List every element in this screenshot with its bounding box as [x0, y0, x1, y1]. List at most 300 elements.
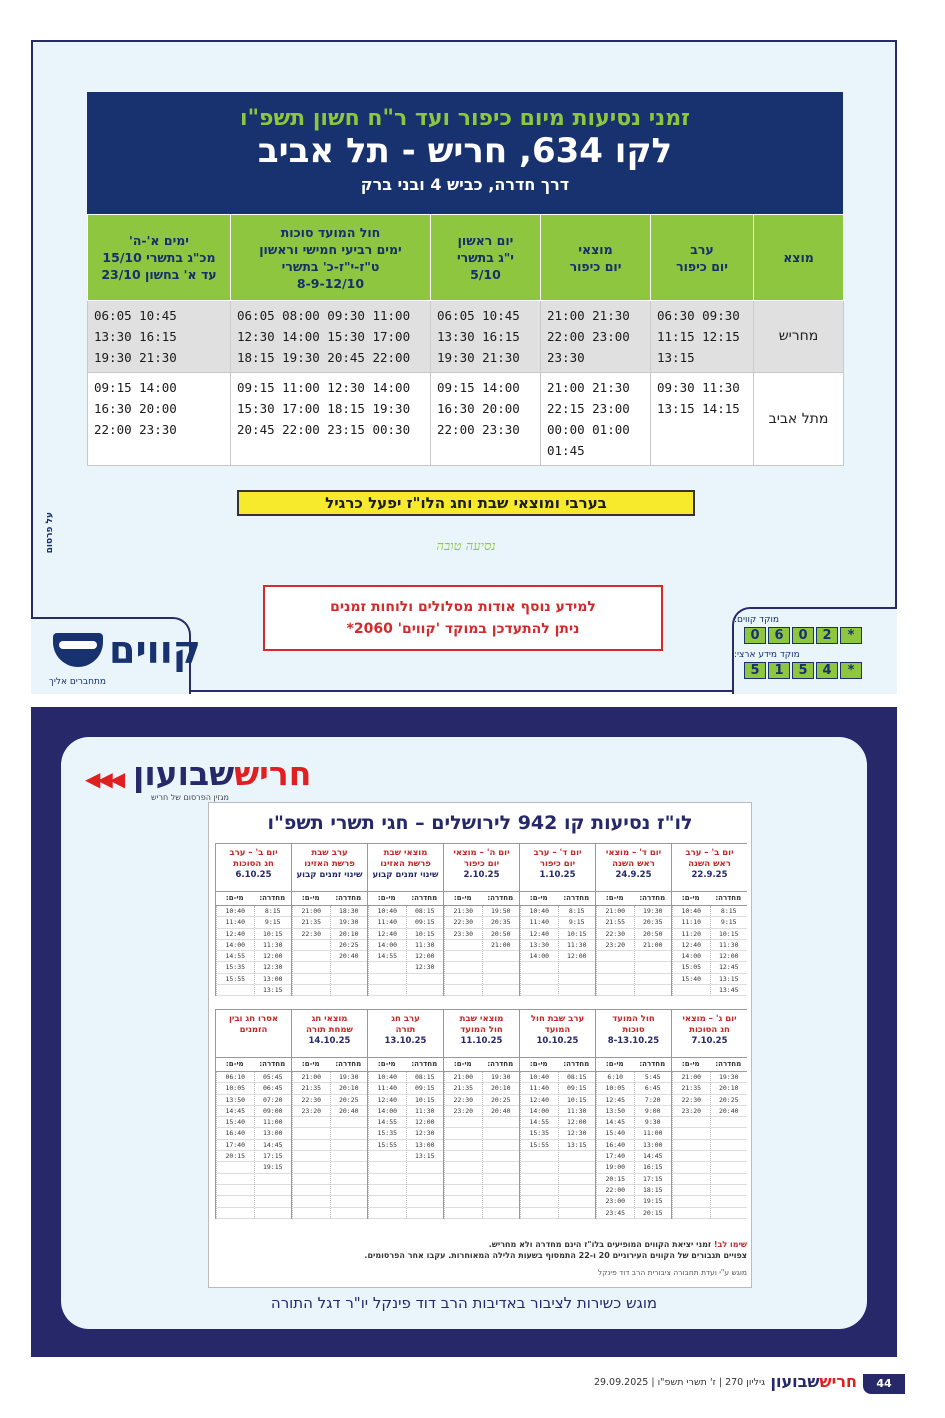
- time-cell: [559, 1151, 596, 1162]
- time-cell: [445, 1208, 482, 1219]
- time-cell: [483, 1117, 520, 1128]
- time-cell: 19:30: [331, 1072, 368, 1083]
- time-cell: [711, 1128, 748, 1139]
- info-box: [263, 585, 663, 651]
- schedule-column-header: [292, 844, 367, 892]
- time-cell: 14:00: [217, 940, 254, 951]
- time-cell: [445, 1174, 482, 1185]
- schedule-column-header: [444, 1010, 519, 1058]
- times-from-hadera: [634, 906, 672, 996]
- time-cell: 19:50: [483, 906, 520, 917]
- time-cell: [597, 985, 634, 996]
- time-cell: 8:15: [711, 906, 748, 917]
- time-cell: [445, 1162, 482, 1173]
- time-cell: 22:30: [293, 929, 330, 940]
- time-cell: 21:35: [445, 1083, 482, 1094]
- schedule-day-label: מוצאי חג שמחת תורה: [306, 1014, 353, 1035]
- time-cell: 14:00: [521, 1106, 558, 1117]
- time-cell: 12:40: [673, 940, 710, 951]
- footer-brand: [771, 1372, 858, 1391]
- time-cell: 20:15: [217, 1151, 254, 1162]
- time-cell: 10:40: [369, 906, 406, 917]
- schedule-day-label: יום ב' – ערב ראש השנה: [685, 848, 734, 869]
- page-footer: [560, 1374, 905, 1396]
- schedule-grid-top: [215, 843, 747, 996]
- time-cell: [331, 1174, 368, 1185]
- schedule-column-header: [520, 844, 595, 892]
- poster-note: [215, 1239, 747, 1278]
- time-cell: [293, 1208, 330, 1219]
- time-cell: 07:20: [255, 1095, 292, 1106]
- hotline-digit: 6: [768, 627, 790, 644]
- time-cell: 17:40: [597, 1151, 634, 1162]
- time-cell: 22:30: [673, 1095, 710, 1106]
- subheader-from-hadera: מחדרה:: [715, 1060, 742, 1068]
- time-cell: 12:30: [407, 962, 444, 973]
- time-cell: [521, 1196, 558, 1207]
- subheader-from-jerusalem: מי-ם:: [453, 894, 472, 902]
- schedule-date: 10.10.25: [536, 1036, 579, 1046]
- time-cell: 21:00: [635, 940, 672, 951]
- time-cell: [711, 1185, 748, 1196]
- subheader-from-hadera: מחדרה:: [487, 1060, 514, 1068]
- time-cell: [483, 1196, 520, 1207]
- times-cell: 06:05 08:00 09:30 11:00 12:30 14:00 15:30 17:00 18:15 19:30 20:45 22:00: [231, 301, 431, 373]
- time-cell: [369, 974, 406, 985]
- time-cell: 9:15: [711, 917, 748, 928]
- time-cell: 20:35: [635, 917, 672, 928]
- time-cell: [331, 1151, 368, 1162]
- hotline-digit: 4: [816, 662, 838, 679]
- schedule-date: שינוי זמנים קבוע: [296, 870, 363, 880]
- time-cell: 11:00: [255, 1117, 292, 1128]
- time-cell: 23:20: [445, 1106, 482, 1117]
- schedule-times: [596, 906, 671, 996]
- time-cell: 15:40: [597, 1128, 634, 1139]
- time-cell: 15:55: [369, 1140, 406, 1151]
- column-header: מוצאי יום כיפור: [541, 215, 651, 301]
- time-cell: 13:00: [635, 1140, 672, 1151]
- hotline-digit: *: [840, 627, 862, 644]
- schedule-column: [671, 843, 747, 996]
- time-cell: [483, 951, 520, 962]
- time-cell: 21:35: [293, 1083, 330, 1094]
- time-cell: 20:25: [483, 1095, 520, 1106]
- time-cell: [293, 1185, 330, 1196]
- column-header: ימים א'-ה' מכ"ג בתשרי 15/10 עד א' בחשון 23/10: [88, 215, 231, 301]
- time-cell: 12:00: [711, 951, 748, 962]
- times-cell: 21:00 21:30 22:15 23:00 00:00 01:00 01:45: [541, 373, 651, 466]
- time-cell: 11:40: [369, 917, 406, 928]
- time-cell: 11:20: [673, 929, 710, 940]
- time-cell: 10:05: [597, 1083, 634, 1094]
- times-from-jerusalem: [216, 1072, 254, 1219]
- time-cell: [217, 1208, 254, 1219]
- subheader-from-hadera: מחדרה:: [335, 1060, 362, 1068]
- times-from-jerusalem: [672, 1072, 710, 1219]
- time-cell: [673, 1140, 710, 1151]
- time-cell: [445, 1196, 482, 1207]
- time-cell: 13:00: [255, 1128, 292, 1139]
- time-cell: [711, 1151, 748, 1162]
- hotline-digit: 1: [768, 662, 790, 679]
- time-cell: [407, 1174, 444, 1185]
- times-cell: 21:00 21:30 22:00 23:00 23:30: [541, 301, 651, 373]
- time-cell: 20:50: [635, 929, 672, 940]
- time-cell: 21:00: [293, 906, 330, 917]
- time-cell: [711, 1117, 748, 1128]
- schedule-subheader: [444, 892, 519, 906]
- time-cell: 12:00: [407, 951, 444, 962]
- schedule-subheader: [216, 1058, 291, 1072]
- schedule-date: 13.10.25: [384, 1036, 427, 1046]
- schedule-times: [368, 906, 443, 996]
- time-cell: 20:10: [331, 1083, 368, 1094]
- time-cell: 20:40: [331, 1106, 368, 1117]
- arrows-icon: ◀◀◀: [85, 767, 123, 791]
- time-cell: 12:30: [559, 1128, 596, 1139]
- times-from-jerusalem: [520, 1072, 558, 1219]
- time-cell: 17:40: [217, 1140, 254, 1151]
- times-from-jerusalem: [520, 906, 558, 996]
- subheader-from-hadera: מחדרה:: [563, 894, 590, 902]
- time-cell: [673, 1196, 710, 1207]
- time-cell: 23:20: [293, 1106, 330, 1117]
- time-cell: [445, 1185, 482, 1196]
- schedule-column: [595, 843, 671, 996]
- schedule-day-label: ערב חג תורה: [391, 1014, 420, 1035]
- time-cell: 15:35: [521, 1128, 558, 1139]
- time-cell: 15:35: [369, 1128, 406, 1139]
- time-cell: [331, 1117, 368, 1128]
- time-cell: [217, 1196, 254, 1207]
- time-cell: 05:45: [255, 1072, 292, 1083]
- schedule-day-label: יום ד' – ערב יום כיפור: [533, 848, 582, 869]
- column-header: חול המועד סוכות ימים רביעי חמישי וראשון ט"ז-י"ז-כ' בתשרי 8-9-12/10: [231, 215, 431, 301]
- schedule-column-header: [672, 844, 747, 892]
- time-cell: 15:55: [217, 974, 254, 985]
- time-cell: 5:45: [635, 1072, 672, 1083]
- column-header: יום ראשון י"ג בתשרי 5/10: [431, 215, 541, 301]
- time-cell: 11:30: [711, 940, 748, 951]
- time-cell: 14:00: [673, 951, 710, 962]
- time-cell: 12:40: [217, 929, 254, 940]
- times-from-hadera: [254, 906, 292, 996]
- time-cell: 16:40: [597, 1140, 634, 1151]
- time-cell: 20:25: [331, 940, 368, 951]
- time-cell: 15:55: [521, 1140, 558, 1151]
- subheader-from-hadera: מחדרה:: [259, 894, 286, 902]
- time-cell: 14:45: [597, 1117, 634, 1128]
- info-line-2: ניתן להתעדכן במוקד 'קווים' 2060*: [346, 621, 580, 637]
- schedule-subheader: [292, 892, 367, 906]
- origin-cell: מחריש: [754, 301, 844, 373]
- time-cell: 9:00: [635, 1106, 672, 1117]
- time-cell: [635, 985, 672, 996]
- ad-card: [61, 737, 867, 1329]
- subheader-from-jerusalem: מי-ם:: [681, 894, 700, 902]
- time-cell: [559, 1185, 596, 1196]
- time-cell: 20:40: [331, 951, 368, 962]
- time-cell: 12:45: [711, 962, 748, 973]
- time-cell: [293, 1162, 330, 1173]
- time-cell: 14:55: [369, 951, 406, 962]
- schedule-times: [292, 1072, 367, 1219]
- info-line-1: למידע נוסף אודות מסלולים ולוחות זמנים: [330, 599, 596, 615]
- time-cell: 19:15: [255, 1162, 292, 1173]
- time-cell: 20:10: [331, 929, 368, 940]
- time-cell: 21:00: [445, 1072, 482, 1083]
- time-cell: 11:30: [559, 1106, 596, 1117]
- time-cell: 7:20: [635, 1095, 672, 1106]
- time-cell: [521, 985, 558, 996]
- time-cell: 21:35: [673, 1083, 710, 1094]
- subheader-from-hadera: מחדרה:: [563, 1060, 590, 1068]
- time-cell: 14:55: [369, 1117, 406, 1128]
- schedule-times: [672, 906, 747, 996]
- schedule-column: [443, 843, 519, 996]
- time-cell: 06:45: [255, 1083, 292, 1094]
- schedule-subheader: [444, 1058, 519, 1072]
- time-cell: 11:00: [635, 1128, 672, 1139]
- schedule-times: [216, 1072, 291, 1219]
- time-cell: 11:40: [217, 917, 254, 928]
- time-cell: [331, 985, 368, 996]
- schedule-subheader: [596, 892, 671, 906]
- time-cell: [559, 1174, 596, 1185]
- time-cell: 19:30: [635, 906, 672, 917]
- time-cell: [293, 1128, 330, 1139]
- time-cell: 21:00: [597, 906, 634, 917]
- time-cell: [445, 962, 482, 973]
- time-cell: 21:55: [597, 917, 634, 928]
- time-cell: 12:30: [407, 1128, 444, 1139]
- time-cell: [407, 1196, 444, 1207]
- time-cell: [521, 1185, 558, 1196]
- time-cell: 14:00: [369, 1106, 406, 1117]
- kavim-slogan: מתחברים אליך: [49, 677, 107, 687]
- note-line-1: זמני יציאת הקווים המופיעים בלו"ז הינם מחדרה ולא מחריש.: [488, 1240, 712, 1249]
- schedule-subheader: [520, 1058, 595, 1072]
- hotline-digit: 5: [792, 662, 814, 679]
- time-cell: 12:00: [559, 951, 596, 962]
- brand-shavuon: שבועון: [133, 754, 235, 793]
- time-cell: 11:40: [521, 917, 558, 928]
- times-from-hadera: [710, 906, 748, 996]
- times-from-jerusalem: [444, 906, 482, 996]
- time-cell: 8:15: [559, 906, 596, 917]
- schedule-times: [596, 1072, 671, 1219]
- time-cell: 16:40: [217, 1128, 254, 1139]
- time-cell: 15:40: [217, 1117, 254, 1128]
- time-cell: 20:15: [635, 1208, 672, 1219]
- times-cell: 06:05 10:45 13:30 16:15 19:30 21:30: [88, 301, 231, 373]
- time-cell: 09:15: [559, 1083, 596, 1094]
- subheader-from-jerusalem: מי-ם:: [301, 894, 320, 902]
- schedule-table: [87, 214, 844, 466]
- time-cell: 10:15: [559, 1095, 596, 1106]
- times-from-jerusalem: [216, 906, 254, 996]
- schedule-column-header: [368, 1010, 443, 1058]
- time-cell: 13:15: [255, 985, 292, 996]
- time-cell: [445, 1117, 482, 1128]
- times-cell: 06:30 09:30 11:15 12:15 13:15: [651, 301, 754, 373]
- subheader-from-jerusalem: מי-ם:: [605, 894, 624, 902]
- time-cell: [483, 1208, 520, 1219]
- time-cell: [521, 1208, 558, 1219]
- time-cell: [673, 1128, 710, 1139]
- footer-brand-shavuon: שבועון: [770, 1372, 820, 1391]
- time-cell: 18:30: [331, 906, 368, 917]
- schedule-subheader: [672, 892, 747, 906]
- schedule-column: [595, 1009, 671, 1219]
- time-cell: [521, 962, 558, 973]
- time-cell: 17:15: [635, 1174, 672, 1185]
- time-cell: 13:15: [711, 974, 748, 985]
- time-cell: [445, 940, 482, 951]
- times-from-jerusalem: [596, 1072, 634, 1219]
- time-cell: 10:15: [255, 929, 292, 940]
- times-from-hadera: [330, 1072, 368, 1219]
- subheader-from-hadera: מחדרה:: [411, 894, 438, 902]
- subheader-from-hadera: מחדרה:: [335, 894, 362, 902]
- time-cell: 13:15: [407, 1151, 444, 1162]
- hotline-kavim-number: [744, 627, 897, 644]
- subheader-from-hadera: מחדרה:: [411, 1060, 438, 1068]
- schedule-column: [367, 1009, 443, 1219]
- time-cell: [407, 1185, 444, 1196]
- time-cell: [635, 974, 672, 985]
- time-cell: 20:50: [483, 929, 520, 940]
- schedule-day-label: יום ג' – מוצאי חג הסוכות: [682, 1014, 737, 1035]
- time-cell: [331, 1162, 368, 1173]
- poster-title: לו"ז נסיעות קו 942 לירושלים – חגי תשרי תשפ"ו: [267, 812, 693, 834]
- schedule-date: 1.10.25: [539, 870, 576, 880]
- times-from-hadera: [634, 1072, 672, 1219]
- hotline-national-number: [744, 662, 897, 679]
- time-cell: 20:10: [711, 1083, 748, 1094]
- times-from-jerusalem: [672, 906, 710, 996]
- courtesy-caption: מוגש כשירות לציבור באדיבות הרב דוד פינקל יו"ר דגל התורה: [270, 1294, 658, 1312]
- schedule-date: 11.10.25: [460, 1036, 503, 1046]
- time-cell: 10:40: [673, 906, 710, 917]
- time-cell: 06:10: [217, 1072, 254, 1083]
- times-cell: 09:30 11:30 13:15 14:15: [651, 373, 754, 466]
- times-from-hadera: [482, 906, 520, 996]
- time-cell: 09:15: [407, 917, 444, 928]
- schedule-times: [216, 906, 291, 996]
- time-cell: 6:45: [635, 1083, 672, 1094]
- schedule-column: [215, 843, 291, 996]
- time-cell: [521, 1174, 558, 1185]
- time-cell: 22:00: [597, 1185, 634, 1196]
- schedule-column-header: [216, 1010, 291, 1058]
- time-cell: 14:55: [217, 951, 254, 962]
- time-cell: [407, 974, 444, 985]
- time-cell: 19:30: [483, 1072, 520, 1083]
- time-cell: 10:40: [217, 906, 254, 917]
- hotline-national-label: מוקד מידע ארצי:: [734, 650, 800, 660]
- time-cell: [445, 1140, 482, 1151]
- time-cell: 10:40: [521, 906, 558, 917]
- time-cell: 13:50: [217, 1095, 254, 1106]
- time-cell: 9:15: [559, 917, 596, 928]
- time-cell: [331, 1140, 368, 1151]
- time-cell: [521, 1151, 558, 1162]
- time-cell: 13:50: [597, 1106, 634, 1117]
- schedule-subheader: [368, 1058, 443, 1072]
- schedule-column-header: [596, 844, 671, 892]
- kavim-logo: [49, 627, 201, 675]
- time-cell: 19:15: [635, 1196, 672, 1207]
- time-cell: [445, 1128, 482, 1139]
- time-cell: 14:00: [521, 951, 558, 962]
- time-cell: 20:25: [711, 1095, 748, 1106]
- schedule-date: 7.10.25: [691, 1036, 728, 1046]
- schedule-date: 24.9.25: [615, 870, 652, 880]
- time-cell: 9:15: [255, 917, 292, 928]
- times-cell: 09:15 14:00 16:30 20:00 22:00 23:30: [431, 373, 541, 466]
- schedule-column: [291, 1009, 367, 1219]
- schedule-times: [292, 906, 367, 996]
- time-cell: 12:45: [597, 1095, 634, 1106]
- schedule-column-header: [292, 1010, 367, 1058]
- time-cell: [711, 1196, 748, 1207]
- line-942-poster: [208, 802, 752, 1288]
- kavim-bowl-icon: [53, 633, 103, 667]
- schedule-column: [519, 1009, 595, 1219]
- time-cell: [483, 1128, 520, 1139]
- time-cell: [293, 1196, 330, 1207]
- time-cell: 13:45: [711, 985, 748, 996]
- table-row: [88, 373, 844, 466]
- schedule-subheader: [368, 892, 443, 906]
- time-cell: 11:10: [673, 917, 710, 928]
- time-cell: 22:30: [293, 1095, 330, 1106]
- subheader-from-hadera: מחדרה:: [639, 1060, 666, 1068]
- origin-cell: מתל אביב: [754, 373, 844, 466]
- schedule-column: [291, 843, 367, 996]
- times-from-hadera: [406, 1072, 444, 1219]
- subheader-from-hadera: מחדרה:: [259, 1060, 286, 1068]
- times-from-hadera: [558, 1072, 596, 1219]
- subheader-from-jerusalem: מי-ם:: [225, 1060, 244, 1068]
- good-trip-text: נסיעה טובה: [436, 539, 496, 554]
- time-cell: [445, 1151, 482, 1162]
- time-cell: [673, 1208, 710, 1219]
- time-cell: 23:30: [445, 929, 482, 940]
- times-from-hadera: [558, 906, 596, 996]
- time-cell: [521, 1162, 558, 1173]
- time-cell: [673, 1162, 710, 1173]
- time-cell: 22:30: [597, 929, 634, 940]
- time-cell: 11:30: [255, 940, 292, 951]
- time-cell: [483, 1162, 520, 1173]
- shavuon-harish-logo: [85, 755, 325, 805]
- time-cell: [293, 940, 330, 951]
- time-cell: 21:35: [293, 917, 330, 928]
- time-cell: [597, 974, 634, 985]
- time-cell: 23:45: [597, 1208, 634, 1219]
- time-cell: 15:35: [217, 962, 254, 973]
- schedule-period-title: זמני נסיעות מיום כיפור ועד ר"ח חשון תשפ"ו: [240, 106, 690, 131]
- schedule-subheader: [292, 1058, 367, 1072]
- time-cell: 12:00: [559, 1117, 596, 1128]
- schedule-date: 22.9.25: [691, 870, 728, 880]
- times-from-hadera: [330, 906, 368, 996]
- time-cell: [331, 1185, 368, 1196]
- time-cell: 18:15: [635, 1185, 672, 1196]
